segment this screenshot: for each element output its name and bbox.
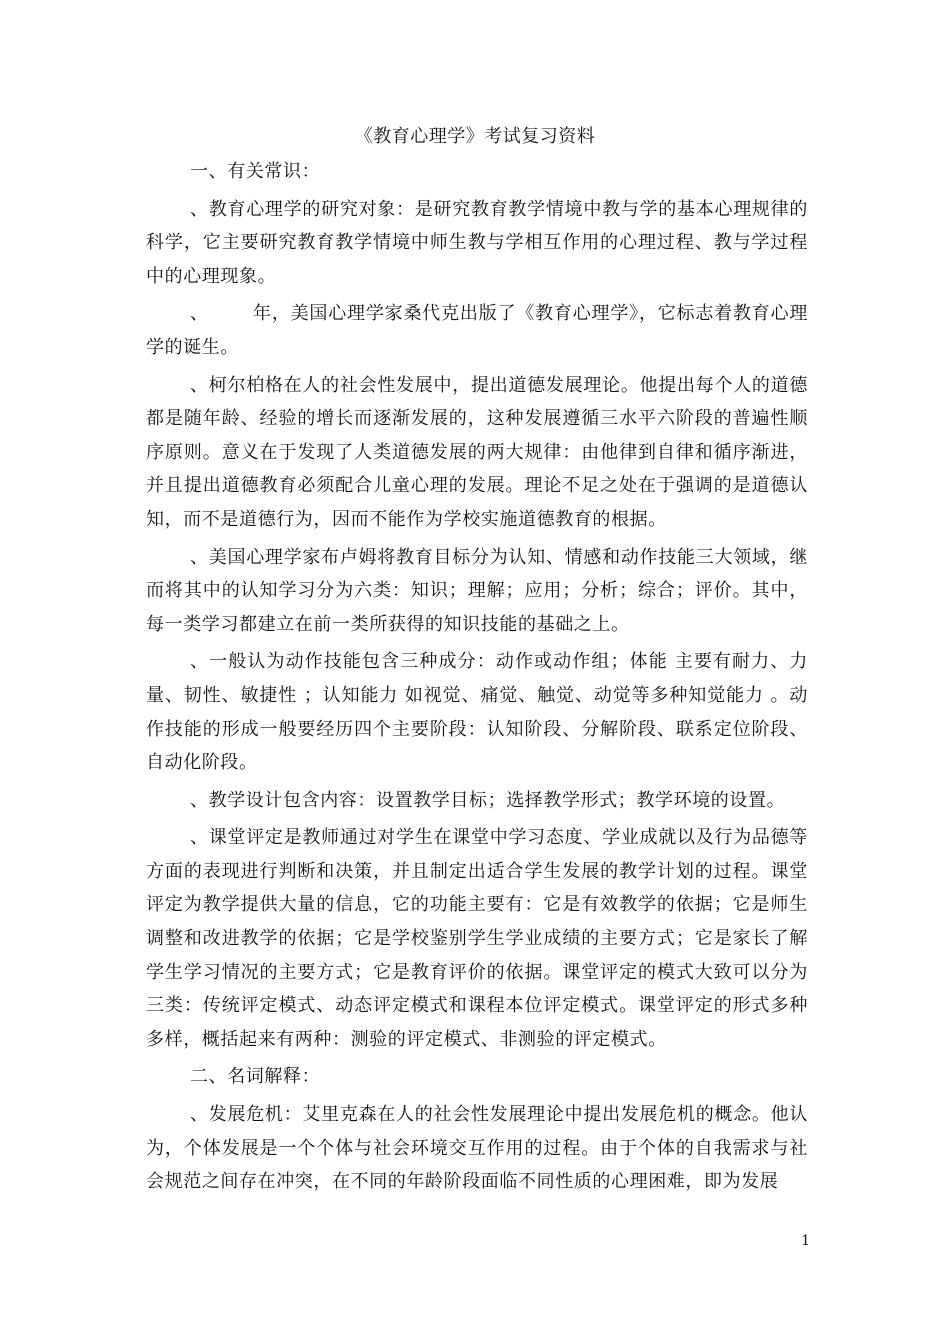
section-heading-terms: 二、名词解释： <box>190 1066 321 1088</box>
page-number: 1 <box>801 1233 810 1249</box>
paragraph-classroom-assessment: 、课堂评定是教师通过对学生在课堂中学习态度、学业成就以及行为品德等方面的表现进行判断和决策，并且制定出适合学生发展的教学计划的过程。课堂评定为教学提供大量的信息，它的功能主要有：它是有效教学的依据；它是师生调整和改进教学的依据；它是学校鉴别学生学业成绩的主要方式；它是家长了解学生学习情况的主要方式；它是教育评价的依据。课堂评定的模式大致可以分为三类：传统评定模式、动态评定模式和课程本位评定模式。课堂评定的形式多种多样，概括起来有两种：测验的评定模式、非测验的评定模式。 <box>146 827 808 1050</box>
paragraph-thorndike-text: 年，美国心理学家桑代克出版了《教育心理学》，它标志着教育心理学的诞生。 <box>146 303 808 358</box>
paragraph-development-crisis: 、发展危机：艾里克森在人的社会性发展理论中提出发展危机的概念。他认为，个体发展是一个个体与社会环境交互作用的过程。由于个体的自我需求与社会规范之间存在冲突，在不同的年龄阶段面临不同性质的心理困难，即为发展 <box>146 1104 808 1193</box>
paragraph-thorndike <box>146 297 808 364</box>
paragraph-thorndike-prefix: 、 <box>190 303 209 325</box>
document-title: 《教育心理学》考试复习资料 <box>354 126 596 147</box>
section-heading-common-knowledge: 一、有关常识： <box>190 161 321 182</box>
paragraph-motor-skills: 、一般认为动作技能包含三种成分：动作或动作组；体能 主要有耐力、力量、韧性、敏捷性 ；认知能力 如视觉、痛觉、触觉、动觉等多种知觉能力 。动作技能的形成一般要经历四个主要阶段：认知阶段、分解阶段、联系定位阶段、自动化阶段。 <box>146 651 808 774</box>
paragraph-kohlberg: 、柯尔柏格在人的社会性发展中，提出道德发展理论。他提出每个人的道德都是随年龄、经验的增长而逐渐发展的，这种发展遵循三水平六阶段的普遍性顺序原则。意义在于发现了人类道德发展的两大规律：由他律到自律和循序渐进，并且提出道德教育必须配合儿童心理的发展。理论不足之处在于强调的是道德认知，而不是道德行为，因而不能作为学校实施道德教育的根据。 <box>146 374 808 530</box>
document-body <box>146 155 808 1203</box>
paragraph-research-object: 、教育心理学的研究对象：是研究教育教学情境中教与学的基本心理规律的科学，它主要研究教育教学情境中师生教与学相互作用的心理过程、教与学过程中的心理现象。 <box>146 198 808 287</box>
paragraph-bloom: 、美国心理学家布卢姆将教育目标分为认知、情感和动作技能三大领域，继而将其中的认知学习分为六类：知识；理解；应用；分析；综合；评价。其中，每一类学习都建立在前一类所获得的知识技能的基础之上。 <box>146 546 808 635</box>
paragraph-instructional-design: 、教学设计包含内容：设置教学目标；选择教学形式；教学环境的设置。 <box>190 789 786 811</box>
